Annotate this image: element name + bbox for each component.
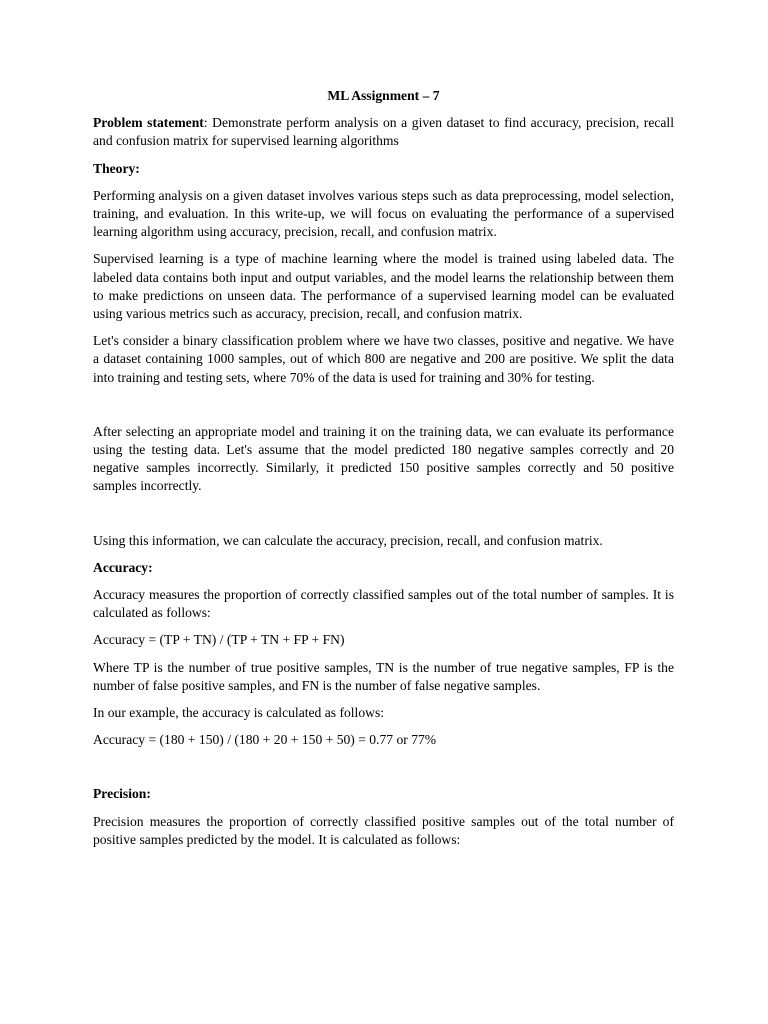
accuracy-example-intro: In our example, the accuracy is calculated as follows: — [93, 705, 385, 721]
theory-paragraph-1: Performing analysis on a given dataset involves various steps such as data preprocessing, model selection, training, and evaluation. In this write-up, we will focus on evaluating the performance of a supervised learning algorithm using accuracy, precision, recall, and confusion matrix. — [93, 187, 674, 240]
problem-statement-text: : Demonstrate perform analysis on a given dataset to find accuracy, precision, recall and confusion matrix for supervised learning algorithms — [93, 115, 674, 149]
accuracy-formula: Accuracy = (TP + TN) / (TP + TN + FP + FN) — [93, 632, 345, 648]
document-title: ML Assignment – 7 — [327, 88, 440, 103]
accuracy-definition: Accuracy measures the proportion of correctly classified samples out of the total number of samples. It is calculated as follows: — [93, 587, 674, 621]
blank-line — [93, 396, 674, 423]
blank-line — [93, 758, 674, 785]
theory-paragraph-3: Let's consider a binary classification problem where we have two classes, positive and negative. We have a dataset containing 1000 samples, out of which 800 are negative and 200 are positive. We split the data into training and testing sets, where 70% of the data is used for training and 30% for testing. — [93, 333, 674, 385]
evaluation-paragraph: After selecting an appropriate model and training it on the training data, we can evaluate its performance using the testing data. Let's assume that the model predicted 180 negative samples correctly and 20 negative samples incorrectly. Similarly, it predicted 150 positive samples correctly and 50 positive samples incorrectly. — [93, 423, 674, 494]
accuracy-example-calc: Accuracy = (180 + 150) / (180 + 20 + 150 + 50) = 0.77 or 77% — [93, 732, 437, 748]
accuracy-where-text: Where TP is the number of true positive samples, TN is the number of true negative samples, FP is the number of false positive samples, and FN is the number of false negative samples. — [93, 659, 674, 693]
using-info-paragraph: Using this information, we can calculate the accuracy, precision, recall, and confusion matrix. — [93, 532, 603, 548]
theory-paragraph-2: Supervised learning is a type of machine learning where the model is trained using labeled data. The labeled data contains both input and output variables, and the model learns the relationship between them to make predictions on unseen data. The performance of a supervised learning model can be evaluated using various metrics such as accuracy, precision, recall, and confusion matrix. — [93, 251, 674, 322]
problem-statement-label: Problem statement — [93, 115, 204, 131]
accuracy-heading: Accuracy: — [93, 559, 153, 575]
precision-heading: Precision: — [93, 786, 151, 802]
document-page — [93, 87, 674, 858]
theory-heading: Theory: — [93, 160, 140, 176]
problem-statement — [93, 114, 674, 150]
blank-line — [93, 505, 674, 532]
precision-definition: Precision measures the proportion of correctly classified positive samples out of the total number of positive samples predicted by the model. It is calculated as follows: — [93, 813, 674, 847]
